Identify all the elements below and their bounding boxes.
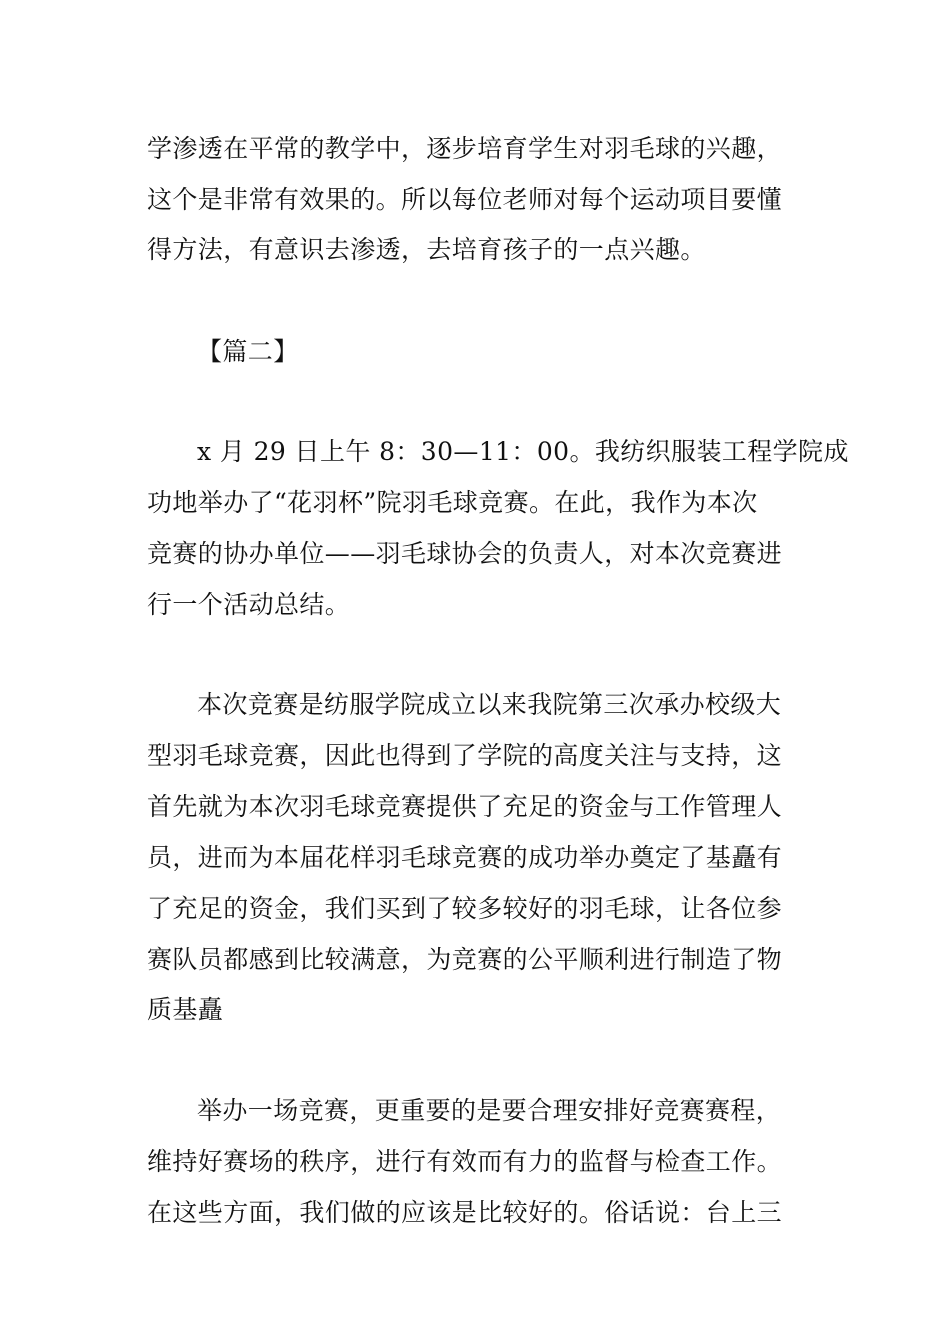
section-heading: 【篇二】 — [197, 337, 299, 366]
paragraph-3-line-6: 赛队员都感到比较满意，为竞赛的公平顺利进行制造了物 — [147, 945, 783, 974]
paragraph-1-line-3: 得方法，有意识去渗透，去培育孩子的一点兴趣。 — [147, 235, 706, 264]
paragraph-2-line-2: 功地举办了“花羽杯”院羽毛球竞赛。在此，我作为本次 — [147, 488, 758, 517]
paragraph-4-line-2: 维持好赛场的秩序，进行有效而有力的监督与检查工作。 — [147, 1147, 783, 1176]
paragraph-2-line-1: x 月 29 日上午 8：30—11：00。我纺织服装工程学院成 — [197, 437, 849, 466]
paragraph-1-line-1: 学渗透在平常的教学中，逐步培育学生对羽毛球的兴趣， — [147, 134, 783, 163]
paragraph-2-line-3: 竞赛的协办单位——羽毛球协会的负责人，对本次竞赛进 — [147, 539, 783, 568]
paragraph-3-line-5: 了充足的资金，我们买到了较多较好的羽毛球，让各位参 — [147, 894, 783, 923]
paragraph-3-line-3: 首先就为本次羽毛球竞赛提供了充足的资金与工作管理人 — [147, 792, 783, 821]
paragraph-4-line-3: 在这些方面，我们做的应该是比较好的。俗话说：台上三 — [147, 1198, 783, 1227]
paragraph-3-line-4: 员，进而为本届花样羽毛球竞赛的成功举办奠定了基矗有 — [147, 843, 783, 872]
paragraph-3-line-2: 型羽毛球竞赛，因此也得到了学院的高度关注与支持，这 — [147, 741, 783, 770]
paragraph-3-line-1: 本次竞赛是纺服学院成立以来我院第三次承办校级大 — [197, 690, 782, 719]
paragraph-3-line-7: 质基矗 — [147, 995, 224, 1024]
paragraph-4-line-1: 举办一场竞赛，更重要的是要合理安排好竞赛赛程， — [197, 1096, 782, 1125]
paragraph-1-line-2: 这个是非常有效果的。所以每位老师对每个运动项目要懂 — [147, 185, 783, 214]
paragraph-2-line-4: 行一个活动总结。 — [147, 590, 351, 619]
